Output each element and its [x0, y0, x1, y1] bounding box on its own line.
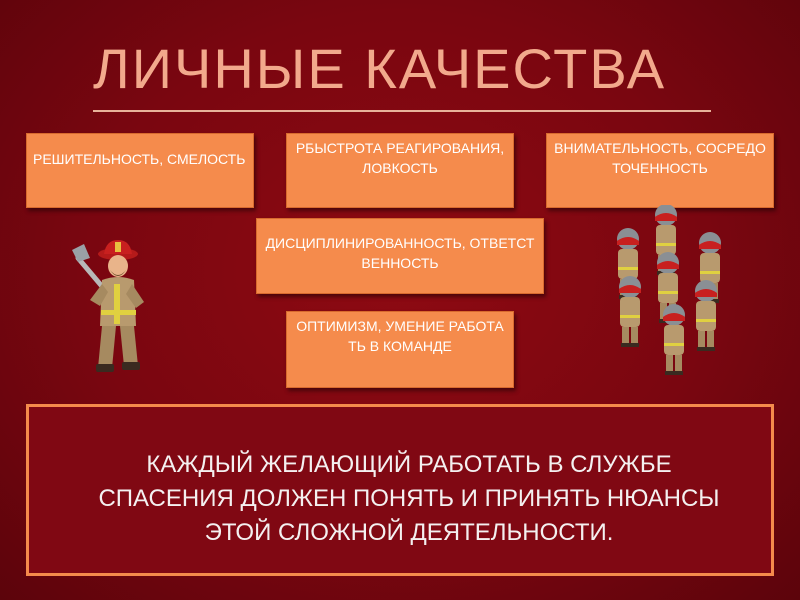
- statement-text: КАЖДЫЙ ЖЕЛАЮЩИЙ РАБОТАТЬ В СЛУЖБЕ СПАСЕНИЯ ДОЛЖЕН ПОНЯТЬ И ПРИНЯТЬ НЮАНСЫ ЭТОЙ СЛОЖНОЙ ДЕЯТЕЛЬНОСТИ.: [98, 451, 720, 546]
- quality-box-courage: РЕШИТЕЛЬНОСТЬ, СМЕЛОСТЬ: [26, 133, 254, 208]
- quality-box-teamwork: ОПТИМИЗМ, УМЕНИЕ РАБОТАТЬ В КОМАНДЕ: [286, 311, 514, 388]
- title-underline: [93, 110, 711, 112]
- quality-box-discipline: ДИСЦИПЛИНИРОВАННОСТЬ, ОТВЕТСТВЕННОСТЬ: [256, 218, 544, 294]
- firefighter-with-axe-icon: [70, 240, 160, 380]
- statement-panel: [26, 404, 774, 576]
- quality-box-attention: ВНИМАТЕЛЬНОСТЬ, СОСРЕДОТОЧЕННОСТЬ: [546, 133, 774, 208]
- firefighter-team-icon: [600, 205, 740, 395]
- quality-box-reaction: РБЫСТРОТА РЕАГИРОВАНИЯ, ЛОВКОСТЬ: [286, 133, 514, 208]
- slide-title: [93, 38, 713, 128]
- slide-title-text: ЛИЧНЫЕ КАЧЕСТВА: [93, 38, 667, 100]
